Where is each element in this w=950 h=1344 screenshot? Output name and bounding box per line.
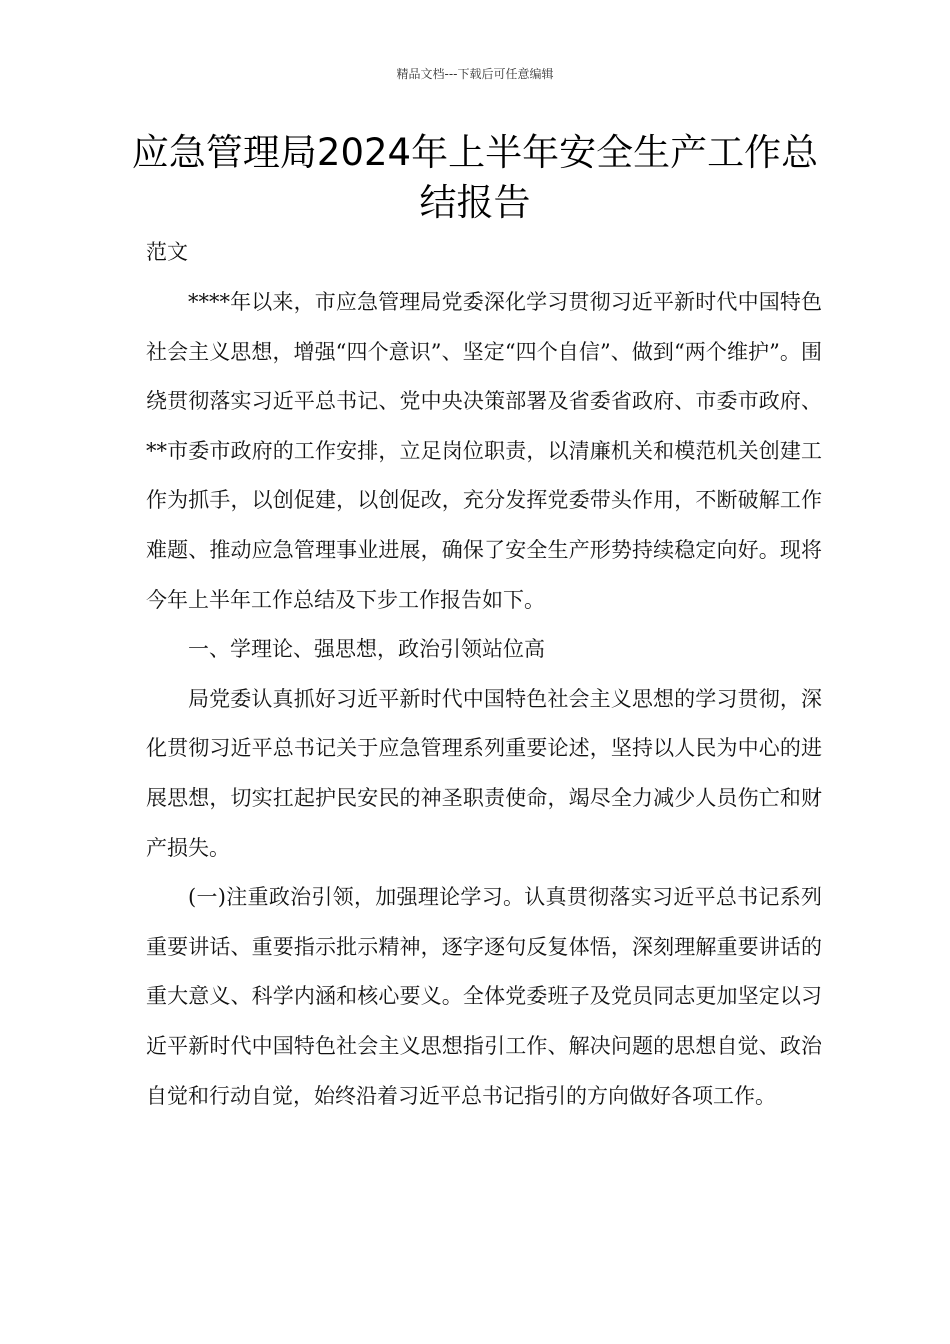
page-header: 精品文档---下载后可任意编辑	[396, 67, 554, 81]
paragraph-intro: ****年以来，市应急管理局党委深化学习贯彻习近平新时代中国特色社会主义思想，增强“四个意识”、坚定“四个自信”、做到“两个维护”。围绕贯彻落实习近平总书记、党中央决策部署及省委省政府、市委市政府、**市委市政府的工作安排，立足岗位职责，以清廉机关和模范机关创建工作为抓手，以创促建，以创促改，充分发挥党委带头作用，不断破解工作难题、推动应急管理事业进展，确保了安全生产形势持续稳定向好。现将今年上半年工作总结及下步工作报告如下。	[146, 290, 822, 612]
paragraph-section-1: 局党委认真抓好习近平新时代中国特色社会主义思想的学习贯彻，深化贯彻习近平总书记关于应急管理系列重要论述，坚持以人民为中心的进展思想，切实扛起护民安民的神圣职责使命，竭尽全力减少人员伤亡和财产损失。	[146, 686, 822, 860]
section-heading-1: 一、学理论、强思想，政治引领站位高	[188, 637, 545, 662]
paragraph-subsection-1: (一)注重政治引领，加强理论学习。认真贯彻落实习近平总书记系列重要讲话、重要指示批示精神，逐字逐句反复体悟，深刻理解重要讲话的重大意义、科学内涵和核心要义。全体党委班子及党员同志更加坚定以习近平新时代中国特色社会主义思想指引工作、解决问题的思想自觉、政治自觉和行动自觉，始终沿着习近平总书记指引的方向做好各项工作。	[146, 885, 822, 1108]
document-subtitle: 范文	[146, 240, 188, 264]
document-body	[146, 278, 822, 1121]
document-title: 应急管理局2024年上半年安全生产工作总结报告	[131, 131, 819, 224]
